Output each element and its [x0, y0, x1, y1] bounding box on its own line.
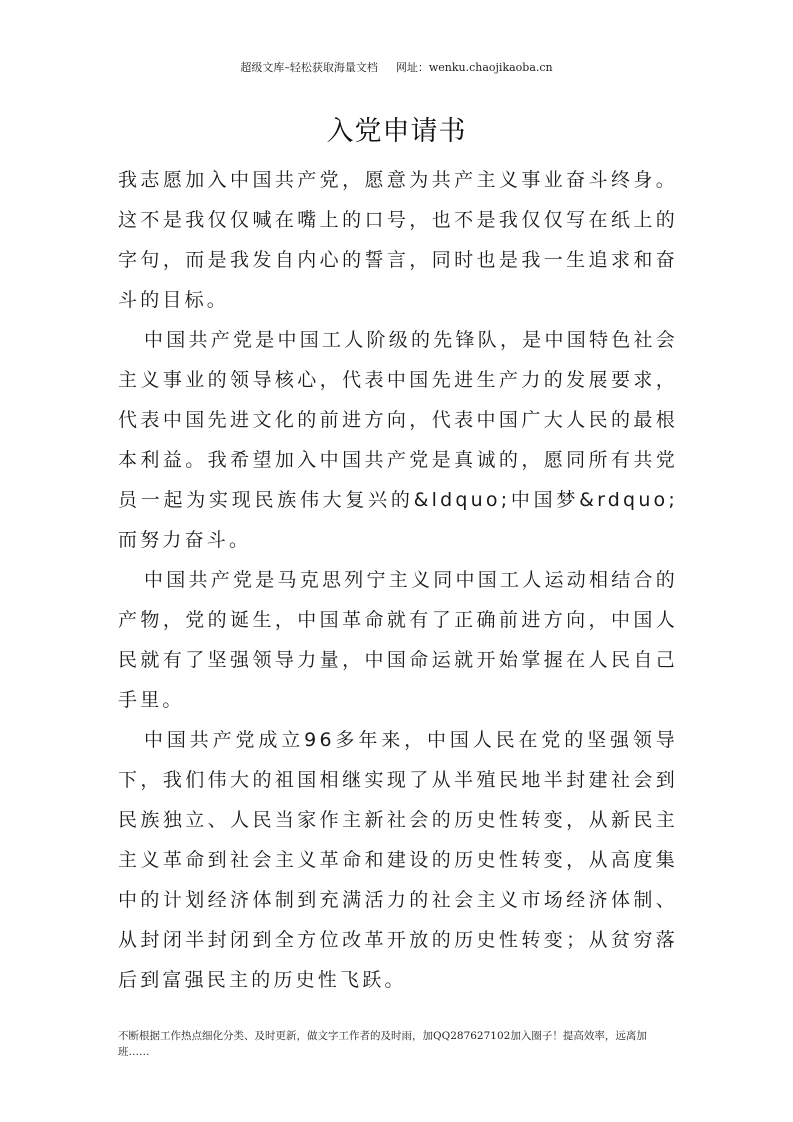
- paragraph-3: 中国共产党是马克思列宁主义同中国工人运动相结合的产物，党的诞生，中国革命就有了正确前进方向，中国人民就有了坚强领导力量，中国命运就开始掌握在人民自己手里。: [118, 569, 678, 711]
- document-body: [118, 160, 678, 1000]
- site-url: wenku.chaojikaoba.cn: [428, 61, 553, 74]
- page-footer: 不断根据工作热点细化分类、及时更新，做文字工作者的及时雨，加QQ287627102加入圈子！提高效率，远离加班……: [118, 1030, 647, 1058]
- paragraph-1: 我志愿加入中国共产党，愿意为共产主义事业奋斗终身。这不是我仅仅喊在嘴上的口号，也不是我仅仅写在纸上的字句，而是我发自内心的誓言，同时也是我一生追求和奋斗的目标。: [118, 169, 678, 311]
- url-label: 网址：: [395, 61, 429, 74]
- document-title: 入党申请书: [326, 116, 467, 147]
- paragraph-2: 中国共产党是中国工人阶级的先锋队，是中国特色社会主义事业的领导核心，代表中国先进生产力的发展要求，代表中国先进文化的前进方向，代表中国广大人民的最根本利益。我希望加入中国共产党是真诚的，愿同所有共党员一起为实现民族伟大复兴的&ldquo;中国梦&rdquo;而努力奋斗。: [118, 329, 678, 551]
- paragraph-4: 中国共产党成立96多年来，中国人民在党的坚强领导下，我们伟大的祖国相继实现了从半殖民地半封建社会到民族独立、人民当家作主新社会的历史性转变，从新民主主义革命到社会主义革命和建设的历史性转变，从高度集中的计划经济体制到充满活力的社会主义市场经济体制、从封闭半封闭到全方位改革开放的历史性转变；从贫穷落后到富强民主的历史性飞跃。: [118, 729, 678, 991]
- site-name: 超级文库–轻松获取海量文档: [240, 61, 378, 74]
- page-header: [0, 59, 793, 75]
